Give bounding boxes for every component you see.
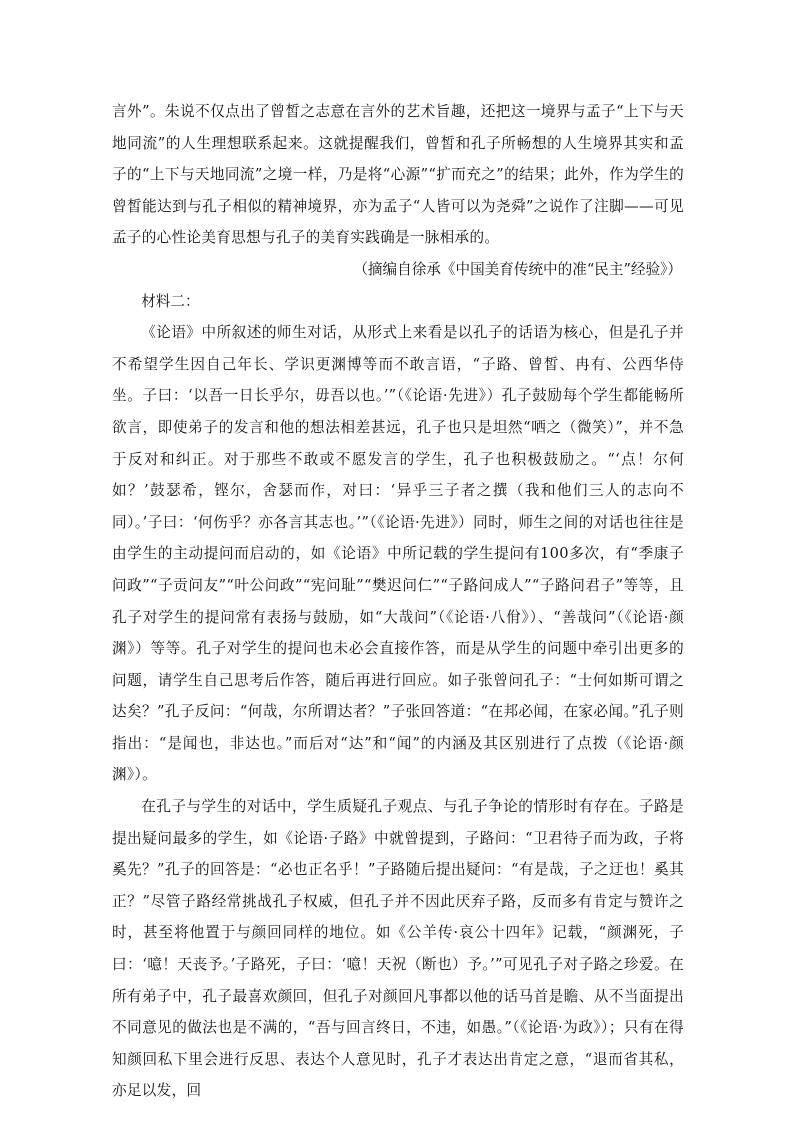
paragraph-3: 在孔子与学生的对话中，学生质疑孔子观点、与孔子争论的情形时有存在。子路是提出疑问最多的学生，如《论语·子路》中就曾提到，子路问：“卫君待子而为政，子将奚先？”孔子的回答是：“必也正名乎！”子路随后提出疑问：“有是哉，子之迂也！奚其正？”尽管子路经常挑战孔子权威，但孔子并不因此厌弃子路，反而多有肯定与赞许之时，甚至将他置于与颜回同样的地位。如《公羊传·哀公十四年》记载，“颜渊死，子曰：‘噫！天丧予。’子路死，子曰：‘噫！天祝（断也）予。’”可见孔子对子路之珍爱。在所有弟子中，孔子最喜欢颜回，但孔子对颜回凡事都以他的话马首是瞻、从不当面提出不同意见的做法也是不满的，“吾与回言终日，不违，如愚。”（《论语·为政》）；只有在得知颜回私下里会进行反思、表达个人意见时，孔子才表达出肯定之意，“退而省其私，亦足以发，回 [112, 798, 684, 1100]
document-page [112, 96, 684, 1107]
paragraph-2: 《论语》中所叙述的师生对话，从形式上来看是以孔子的话语为核心，但是孔子并不希望学生因自己年长、学识更渊博等而不敢言语，“子路、曾皙、冉有、公西华侍坐。子曰：‘以吾一日长乎尔，毋吾以也。’”（《论语·先进》）孔子鼓励每个学生都能畅所欲言，即使弟子的发言和他的想法相差甚远，孔子也只是坦然“哂之（微笑）”，并不急于反对和纠正。对于那些不敢或不愿发言的学生，孔子也积极鼓励之。“‘点！尔何如？’鼓瑟希，铿尔，舍瑟而作，对曰：‘异乎三子者之撰（我和他们三人的志向不同）。’子曰：‘何伤乎？亦各言其志也。’”（《论语·先进》）同时，师生之间的对话也往往是由学生的主动提问而启动的，如《论语》中所记载的学生提问有100多次，有“季康子问政”“子贡问友”“叶公问政”“宪问耻”“樊迟问仁”“子路问成人”“子路问君子”等等，且孔子对学生的提问常有表扬与鼓励，如“大哉问”（《论语·八佾》）、“善哉问”（《论语·颜渊》）等等。孔子对学生的提问也未必会直接作答，而是从学生的问题中牵引出更多的问题，请学生自己思考后作答，随后再进行回应。如子张曾问孔子：“士何如斯可谓之达矣？”孔子反问：“何哉，尔所谓达者？”子张回答道：“在邦必闻，在家必闻。”孔子则指出：“是闻也，非达也。”而后对“达”和“闻”的内涵及其区别进行了点拨（《论语·颜渊》）。 [112, 324, 684, 784]
source-citation: （摘编自徐承《中国美育传统中的准“民主”经验》） [353, 260, 682, 278]
paragraph-1: 言外”。朱说不仅点出了曾皙之志意在言外的艺术旨趣，还把这一境界与孟子“上下与天地同流”的人生理想联系起来。这就提醒我们，曾皙和孔子所畅想的人生境界其实和孟子的“上下与天地同流”之境一样，乃是将“心源”“扩而充之”的结果；此外，作为学生的曾皙能达到与孔子相似的精神境界，亦为孟子“人皆可以为尧舜”之说作了注脚——可见孟子的心性论美育思想与孔子的美育实践确是一脉相承的。 [112, 103, 684, 247]
material-2-heading: 材料二： [141, 292, 200, 310]
